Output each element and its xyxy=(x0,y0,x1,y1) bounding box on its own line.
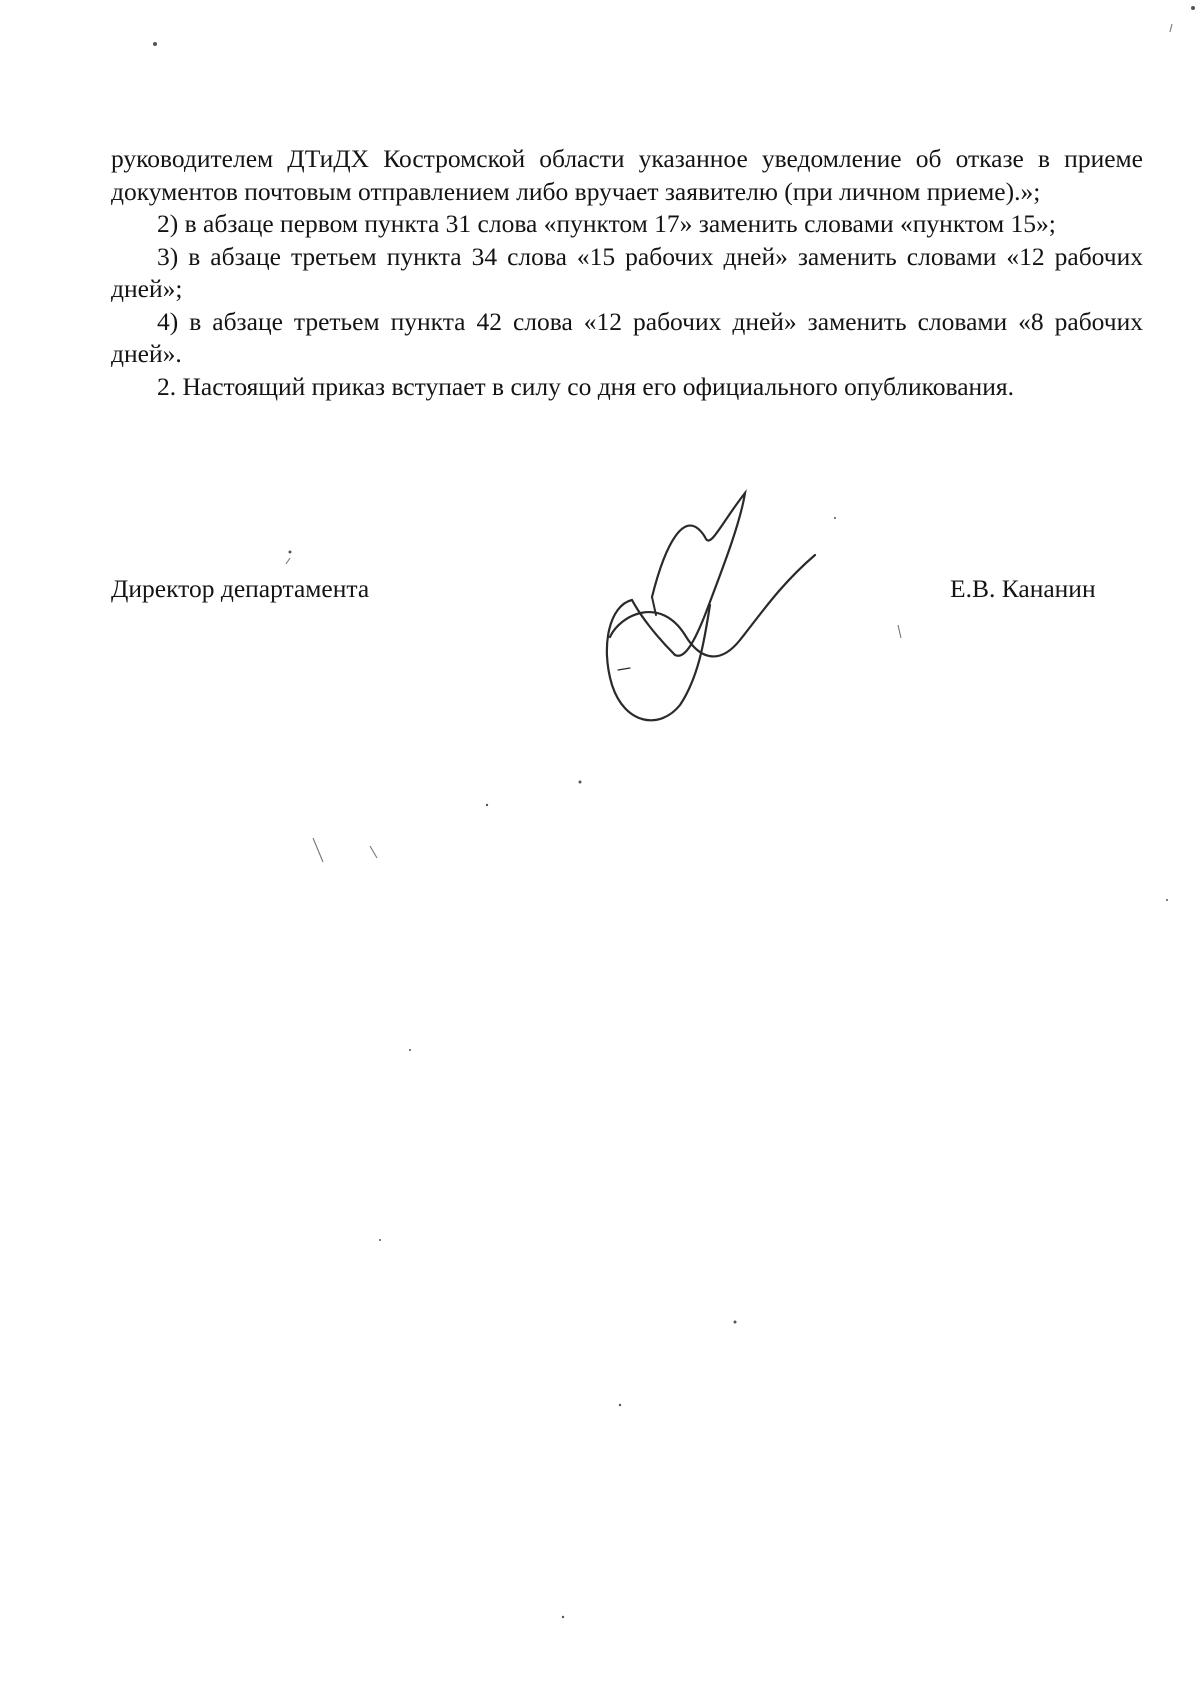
paragraph-item-2: 2) в абзаце первом пункта 31 слова «пунктом 17» заменить словами «пунктом 15»; xyxy=(157,209,1056,238)
signatory-title: Директор департамента xyxy=(111,574,370,603)
signatory-name: Е.В. Кананин xyxy=(950,574,1096,603)
paragraph-effective-date: 2. Настоящий приказ вступает в силу со дня его официального опубликования. xyxy=(157,371,1014,401)
handwritten-signature xyxy=(600,485,840,730)
paragraph-continuation: руководителем ДТиДХ Костромской области указанное уведомление об отказе в приеме документов почтовым отправлением либо вручает заявителю (при личном приеме).»; xyxy=(111,144,1143,206)
document-body xyxy=(111,143,1143,403)
paragraph-item-4: 4) в абзаце третьем пункта 42 слова «12 рабочих дней» заменить словами «8 рабочих дней». xyxy=(111,306,1143,368)
paragraph-item-3: 3) в абзаце третьем пункта 34 слова «15 рабочих дней» заменить словами «12 рабочих дней»; xyxy=(111,241,1143,303)
